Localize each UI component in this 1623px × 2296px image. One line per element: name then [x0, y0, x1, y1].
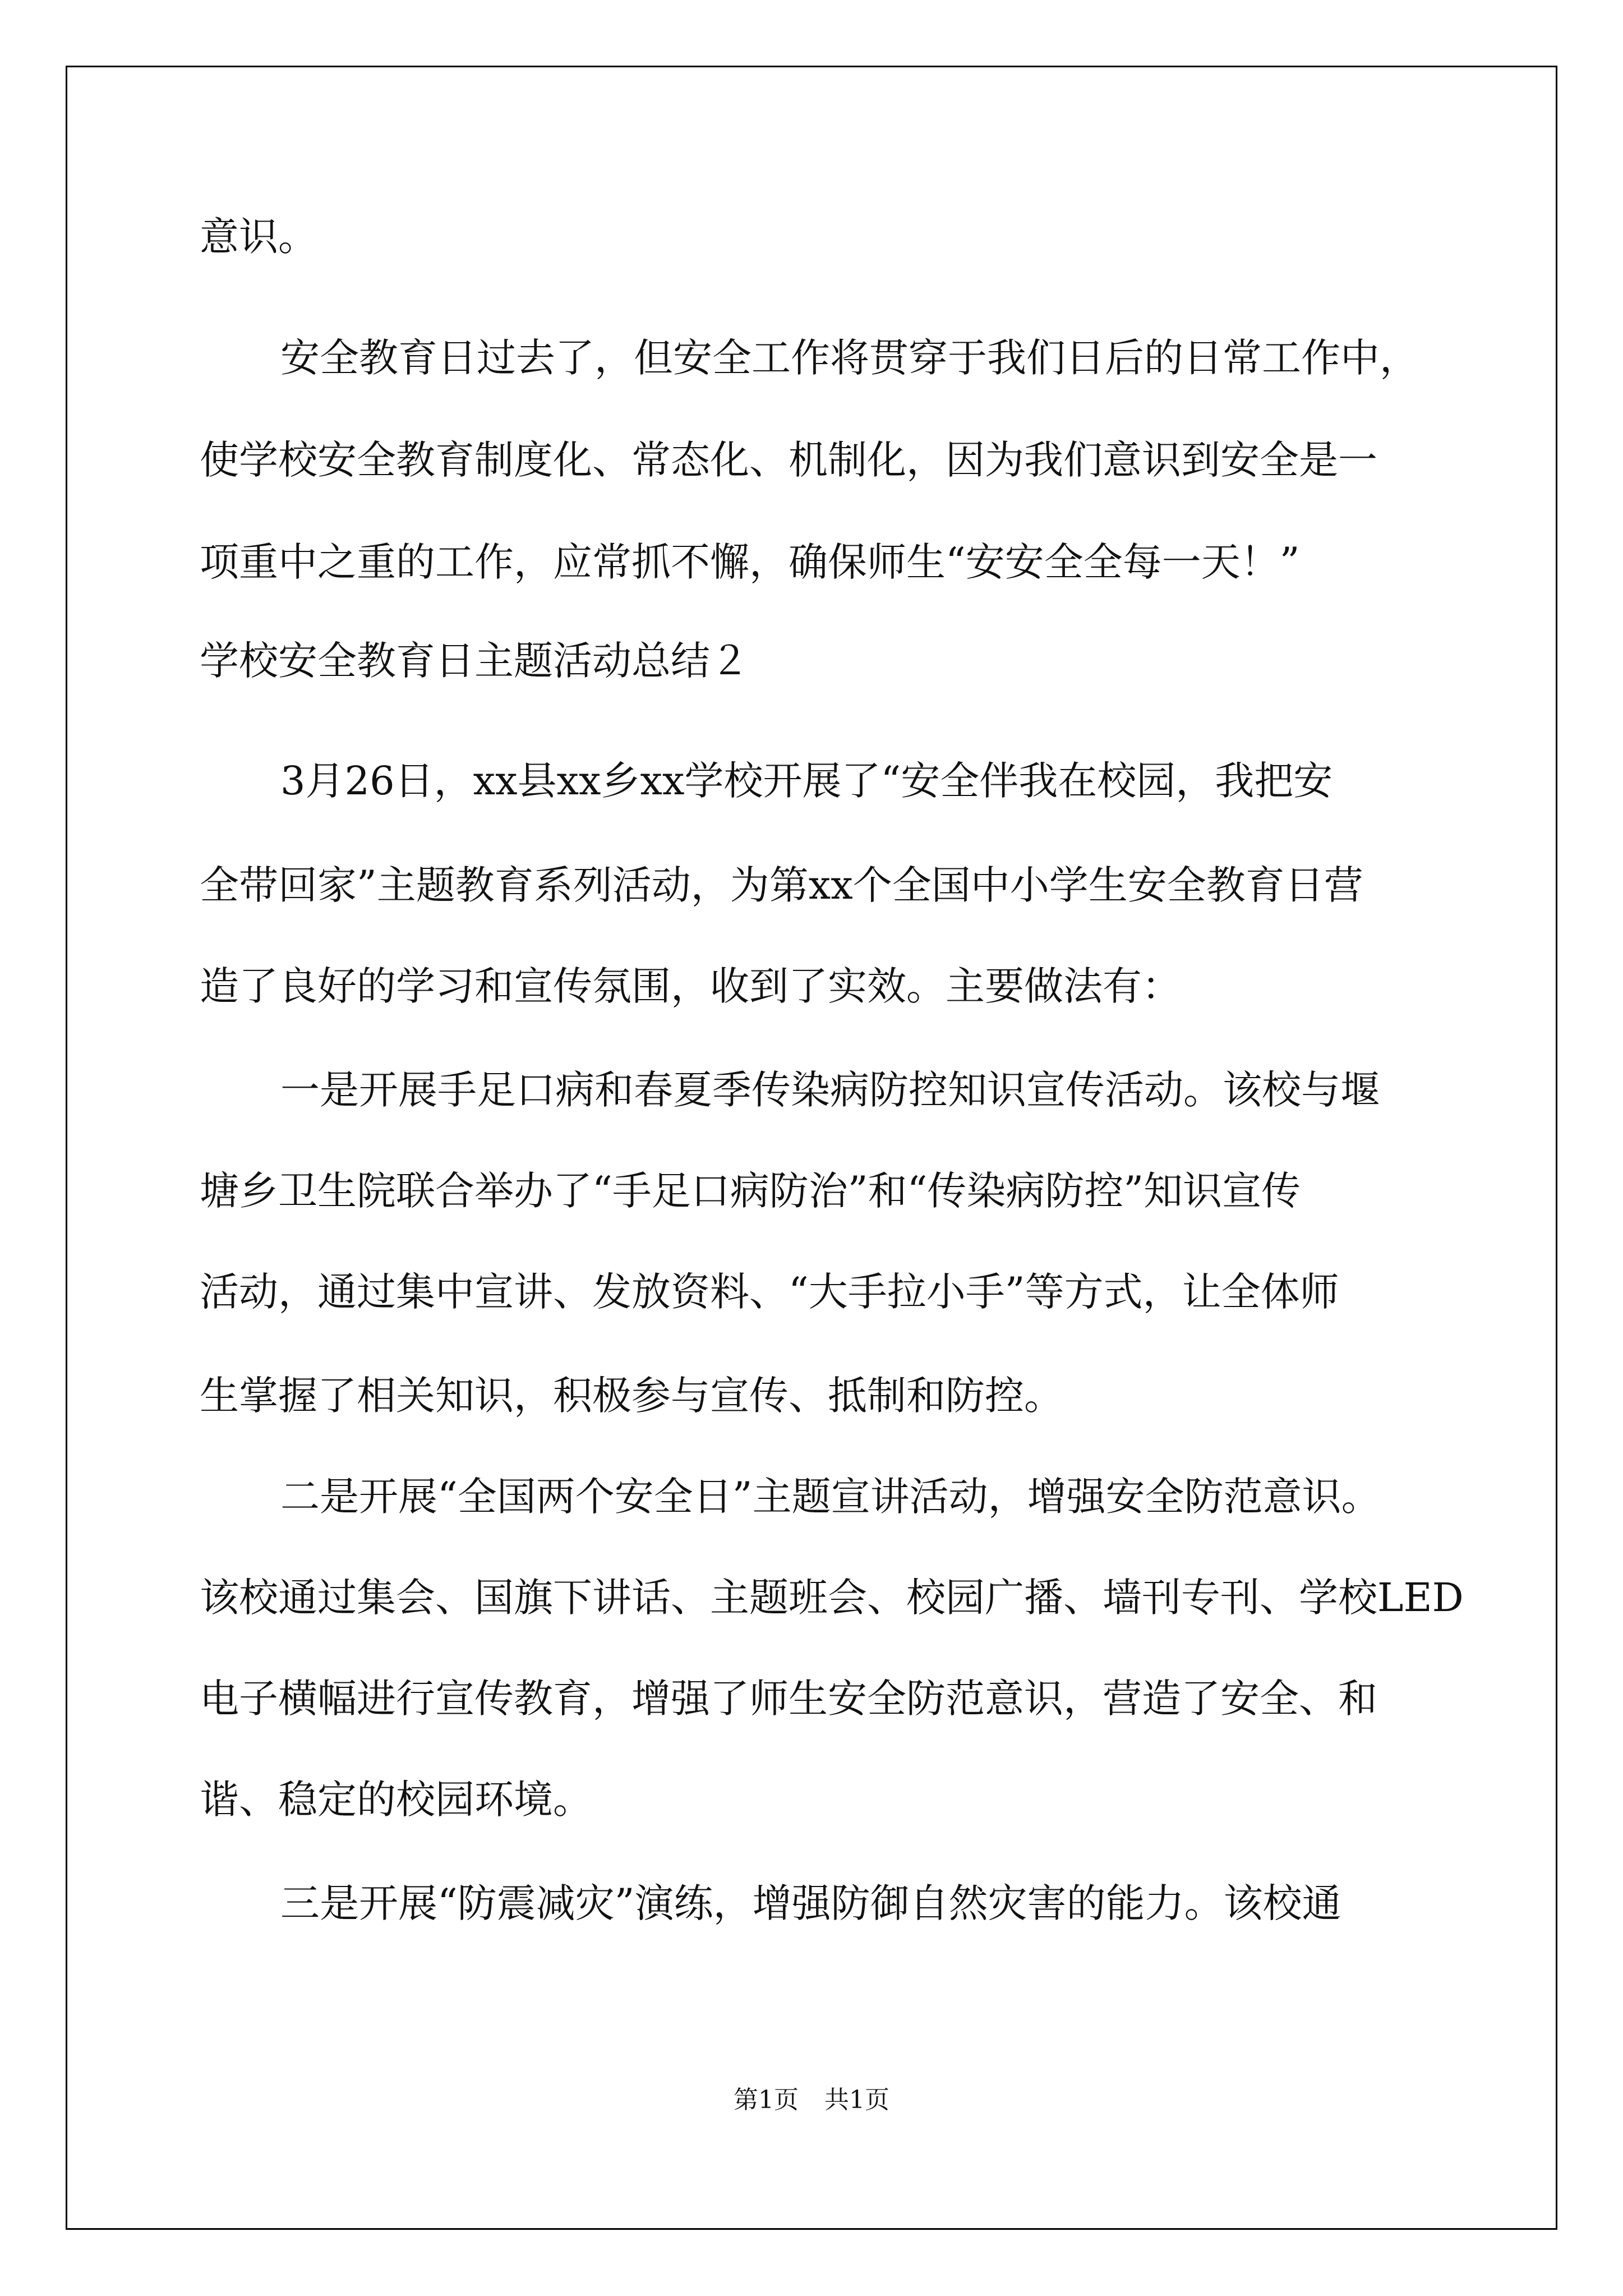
page-footer [0, 2088, 1623, 2113]
text-line: 活动，通过集中宣讲、发放资料、“大手拉小手”等方式，让全体师 [200, 1269, 1339, 1315]
text-line: 项重中之重的工作，应常抓不懈，确保师生“安安全全每一天！” [200, 539, 1300, 585]
text-line: 生掌握了相关知识，积极参与宣传、抵制和防控。 [200, 1373, 1063, 1419]
text-line: 谐、稳定的校园环境。 [200, 1777, 592, 1823]
text-line: 一是开展手足口病和春夏季传染病防控知识宣传活动。该校与堰 [280, 1067, 1380, 1113]
text-line: 安全教育日过去了，但安全工作将贯穿于我们日后的日常工作中， [280, 335, 1419, 381]
page-number-current: 第1页 [734, 2086, 799, 2114]
text-line: 意识。 [200, 214, 317, 260]
text-line: 电子横幅进行宣传教育，增强了师生安全防范意识，营造了安全、和 [200, 1676, 1377, 1722]
text-line: 塘乡卫生院联合举办了“手足口病防治”和“传染病防控”知识宣传 [200, 1168, 1301, 1214]
text-line: 二是开展“全国两个安全日”主题宣讲活动，增强安全防范意识。 [280, 1474, 1381, 1520]
page-number-total: 共1页 [824, 2086, 889, 2114]
text-line: 3月26日，xx县xx乡xx学校开展了“安全伴我在校园，我把安 [280, 758, 1333, 804]
text-line: 使学校安全教育制度化、常态化、机制化，因为我们意识到安全是一 [200, 437, 1377, 483]
text-line: 造了良好的学习和宣传氛围，收到了实效。主要做法有： [200, 963, 1181, 1009]
text-line: 全带回家”主题教育系列活动，为第xx个全国中小学生安全教育日营 [200, 862, 1363, 908]
section-heading: 学校安全教育日主题活动总结２ [200, 638, 749, 684]
text-line: 三是开展“防震减灾”演练，增强防御自然灾害的能力。该校通 [280, 1880, 1341, 1926]
text-line: 该校通过集会、国旗下讲话、主题班会、校园广播、墙刊专刊、学校LED [200, 1575, 1464, 1621]
